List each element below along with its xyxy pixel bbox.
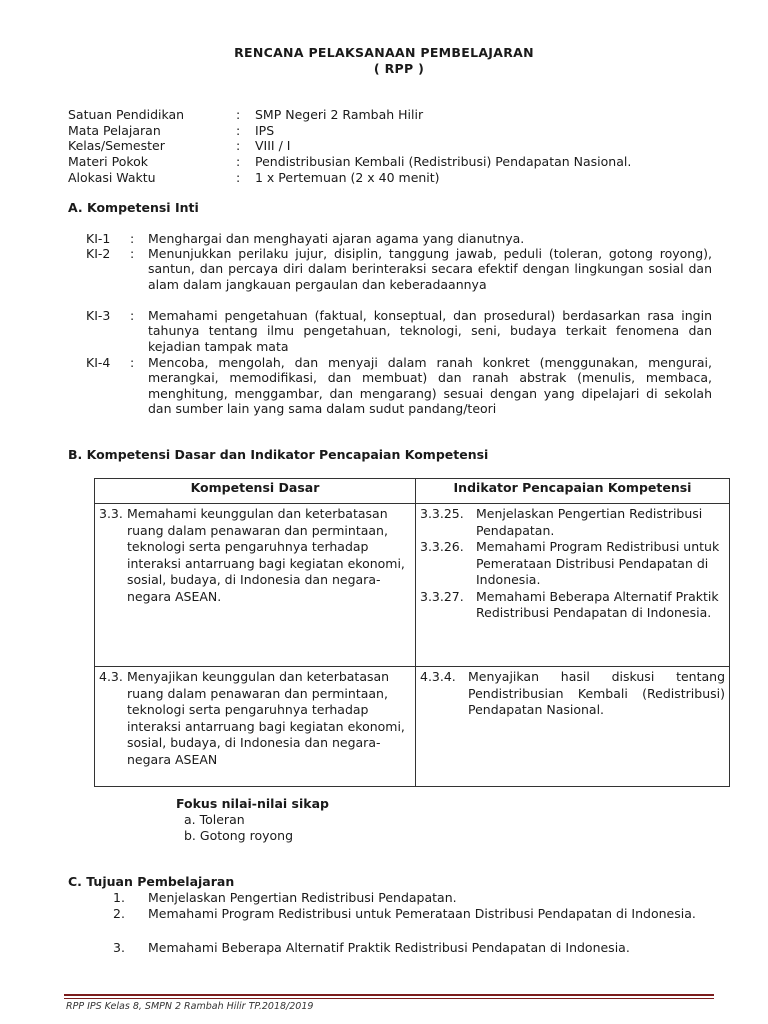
identity-label: Satuan Pendidikan [68, 107, 185, 122]
kd-entry [99, 506, 411, 605]
ki-text: Memahami pengetahuan (faktual, konseptual, dan prosedural) berdasarkan rasa ingin tahunya tentang ilmu pengetahuan, teknologi, seni, budaya terkait fenomena dan kejadian tampak mata [148, 308, 712, 354]
ki-item [86, 246, 712, 292]
table-header-row [95, 479, 730, 504]
tujuan-text: Menjelaskan Pengertian Redistribusi Pendapatan. [148, 890, 457, 905]
indicator-entry [420, 589, 725, 622]
ki-item [86, 231, 712, 246]
identity-value: IPS [255, 123, 275, 138]
section-a-heading: A. Kompetensi Inti [68, 200, 199, 215]
identity-colon: : [236, 107, 241, 122]
footer-divider [64, 994, 714, 996]
indicator-number: 3.3.27. [420, 588, 464, 604]
identity-label: Mata Pelajaran [68, 123, 161, 138]
table-row [95, 667, 730, 787]
tujuan-number: 1. [113, 890, 125, 905]
tujuan-item [113, 906, 711, 922]
kd-text: Memahami keunggulan dan keterbatasan ruang dalam penawaran dan permintaan, teknologi serta pengaruhnya terhadap interaksi antarruang bagi kegiatan ekonomi, sosial, budaya, di Indonesia dan negara-negara ASEAN. [127, 506, 405, 604]
identity-label: Materi Pokok [68, 154, 149, 169]
kd-cell [95, 667, 416, 787]
ki-code: KI-3 [86, 308, 111, 323]
ki-item [86, 355, 712, 416]
indicator-number: 3.3.26. [420, 539, 464, 554]
indicator-number: 4.3.4. [420, 669, 456, 684]
tujuan-text: Memahami Beberapa Alternatif Praktik Redistribusi Pendapatan di Indonesia. [148, 940, 630, 955]
indicator-text: Menyajikan hasil diskusi tentang Pendistribusian Kembali (Redistribusi) Pendapatan Nasional. [468, 669, 725, 717]
indicator-text: Memahami Program Redistribusi untuk Pemerataan Distribusi Pendapatan di Indonesia. [476, 539, 720, 587]
tujuan-text: Memahami Program Redistribusi untuk Pemerataan Distribusi Pendapatan di Indonesia. [148, 906, 696, 921]
fokus-item: b. Gotong royong [184, 828, 294, 843]
indicator-entry [420, 539, 725, 589]
table-row [95, 504, 730, 667]
kd-number: 4.3. [99, 669, 123, 684]
section-b-heading: B. Kompetensi Dasar dan Indikator Pencapaian Kompetensi [68, 447, 489, 462]
identity-label: Kelas/Semester [68, 138, 165, 153]
column-header: Indikator Pencapaian Kompetensi [416, 479, 730, 504]
identity-value: VIII / I [255, 138, 291, 153]
identity-colon: : [236, 170, 241, 185]
identity-label: Alokasi Waktu [68, 170, 156, 185]
identity-colon: : [236, 154, 241, 169]
ki-code: KI-1 [86, 231, 111, 246]
ki-colon: : [130, 355, 135, 370]
fokus-item: a. Toleran [184, 812, 245, 827]
ki-colon: : [130, 246, 135, 261]
ki-text: Menunjukkan perilaku jujur, disiplin, tanggung jawab, peduli (toleran, gotong royong), santun, dan percaya diri dalam berinteraksi secara efektif dengan lingkungan sosial dan alam dalam jangkauan pergaulan dan keberadaannya [148, 246, 712, 292]
footer-divider-thin [64, 998, 714, 999]
indicator-number: 3.3.25. [420, 506, 464, 521]
document-subtitle: ( RPP ) [373, 61, 425, 76]
kd-text: Menyajikan keunggulan dan keterbatasan ruang dalam penawaran dan permintaan, teknologi serta pengaruhnya terhadap interaksi antarruang bagi kegiatan ekonomi, sosial, budaya, di Indonesia dan negara-negara ASEAN [127, 669, 405, 767]
tujuan-number: 2. [113, 906, 125, 921]
document-title: RENCANA PELAKSANAAN PEMBELAJARAN [234, 45, 534, 60]
identity-value: 1 x Pertemuan (2 x 40 menit) [255, 170, 440, 185]
tujuan-item [113, 940, 711, 956]
ki-text: Menghargai dan menghayati ajaran agama yang dianutnya. [148, 231, 525, 246]
indicator-entry [420, 506, 725, 539]
section-c-heading: C. Tujuan Pembelajaran [68, 874, 235, 889]
kd-table [94, 478, 730, 787]
column-header: Kompetensi Dasar [95, 479, 416, 504]
identity-colon: : [236, 138, 241, 153]
indicator-text: Menjelaskan Pengertian Redistribusi Pendapatan. [476, 506, 703, 538]
kd-entry [99, 669, 411, 768]
fokus-heading: Fokus nilai-nilai sikap [176, 796, 329, 811]
indicator-cell [416, 667, 730, 787]
identity-colon: : [236, 123, 241, 138]
indicator-cell [416, 504, 730, 667]
ki-item [86, 308, 712, 354]
kd-number: 3.3. [99, 506, 123, 521]
tujuan-number: 3. [113, 940, 125, 955]
ki-text: Mencoba, mengolah, dan menyaji dalam ranah konkret (menggunakan, mengurai, merangkai, memodifikasi, dan membuat) dan ranah abstrak (menulis, membaca, menghitung, menggambar, dan mengarang) sesuai dengan yang dipelajari di sekolah dan sumber lain yang sama dalam sudut pandang/teori [148, 355, 712, 416]
footer-text: RPP IPS Kelas 8, SMPN 2 Rambah Hilir TP.2018/2019 [66, 1001, 314, 1012]
indicator-text: Memahami Beberapa Alternatif Praktik Redistribusi Pendapatan di Indonesia. [476, 588, 719, 620]
identity-value: SMP Negeri 2 Rambah Hilir [255, 107, 424, 122]
indicator-entry [420, 669, 725, 719]
ki-colon: : [130, 231, 135, 246]
ki-code: KI-4 [86, 355, 111, 370]
kd-cell [95, 504, 416, 667]
tujuan-item [113, 890, 711, 906]
identity-value: Pendistribusian Kembali (Redistribusi) Pendapatan Nasional. [255, 154, 632, 169]
ki-code: KI-2 [86, 246, 111, 261]
ki-colon: : [130, 308, 135, 323]
